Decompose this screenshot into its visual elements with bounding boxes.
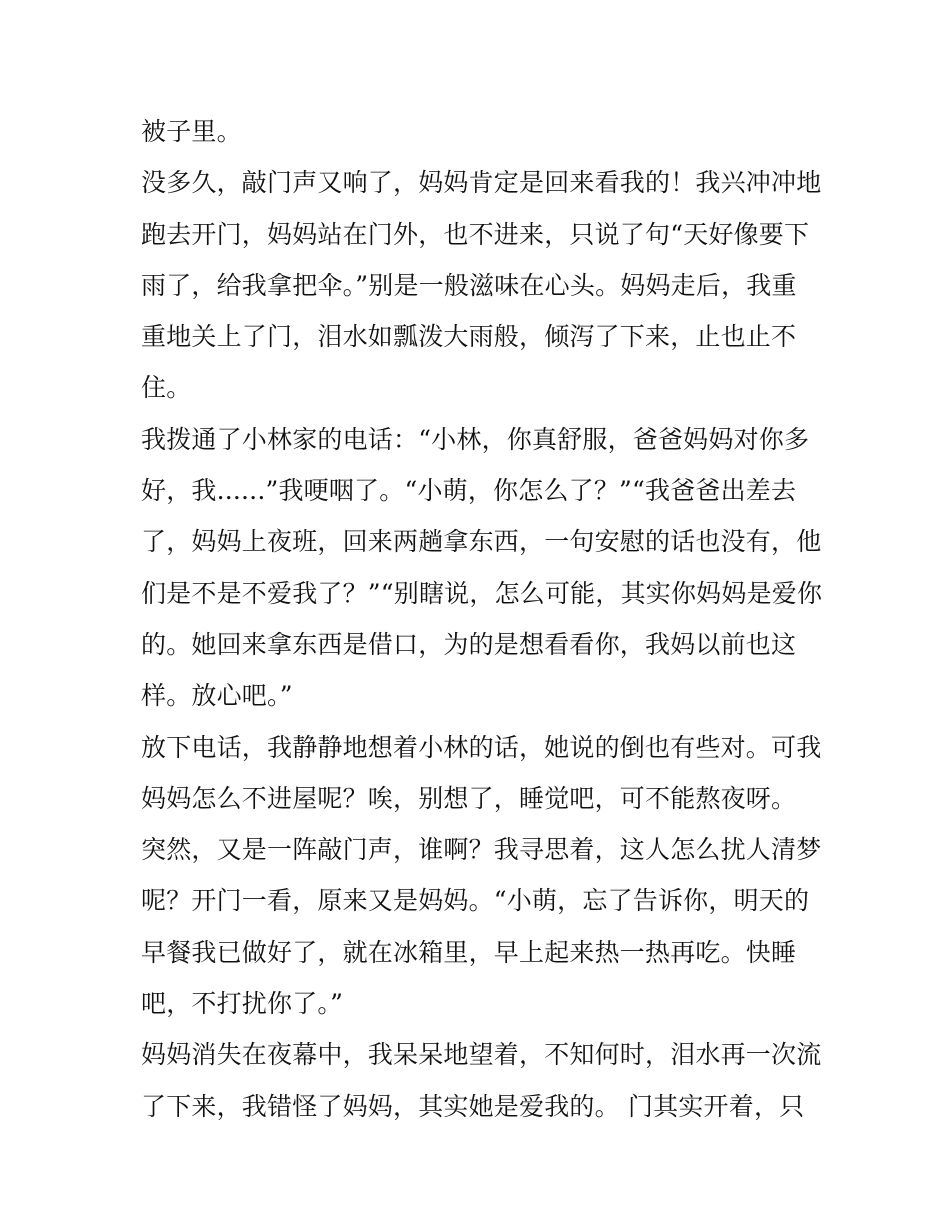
- text-line: 们是不是不爱我了？”“别瞎说，怎么可能，其实你妈妈是爱你: [141, 578, 823, 608]
- text-line: 跑去开门，妈妈站在门外，也不进来，只说了句“天好像要下: [141, 219, 810, 249]
- text-line: 了下来，我错怪了妈妈，其实她是爱我的。 门其实开着，只: [141, 1091, 805, 1121]
- text-line: 呢？开门一看，原来又是妈妈。“小萌，忘了告诉你，明天的: [141, 886, 810, 916]
- text-line: 好，我......”我哽咽了。“小萌，你怎么了？”“我爸爸出差去: [141, 476, 797, 506]
- body-text: [141, 106, 823, 1132]
- text-line: 突然，又是一阵敲门声，谁啊？我寻思着，这人怎么扰人清梦: [141, 835, 822, 865]
- text-line: 雨了，给我拿把伞。”别是一般滋味在心头。妈妈走后，我重: [141, 270, 797, 300]
- text-line: 妈妈消失在夜幕中，我呆呆地望着，不知何时，泪水再一次流: [141, 1040, 822, 1070]
- text-line: 的。她回来拿东西是借口，为的是想看看你，我妈以前也这: [141, 629, 797, 659]
- text-line: 住。: [141, 373, 192, 403]
- text-line: 没多久，敲门声又响了，妈妈肯定是回来看我的！我兴冲冲地: [141, 168, 822, 198]
- text-line: 重地关上了门，泪水如瓢泼大雨般，倾泻了下来，止也止不: [141, 322, 797, 352]
- text-line: 被子里。: [141, 117, 242, 146]
- text-line: 样。放心吧。”: [141, 681, 293, 711]
- text-line: 放下电话，我静静地想着小林的话，她说的倒也有些对。可我: [141, 732, 822, 762]
- text-line: 了，妈妈上夜班，回来两趟拿东西，一句安慰的话也没有，他: [141, 527, 822, 557]
- text-line: 早餐我已做好了，就在冰箱里，早上起来热一热再吃。快睡: [141, 937, 797, 967]
- text-line: 妈妈怎么不进屋呢？唉，别想了，睡觉吧，可不能熬夜呀。: [141, 783, 797, 813]
- text-line: 我拨通了小林家的电话：“小林，你真舒服，爸爸妈妈对你多: [141, 424, 810, 454]
- text-line: 吧，不打扰你了。”: [141, 989, 344, 1019]
